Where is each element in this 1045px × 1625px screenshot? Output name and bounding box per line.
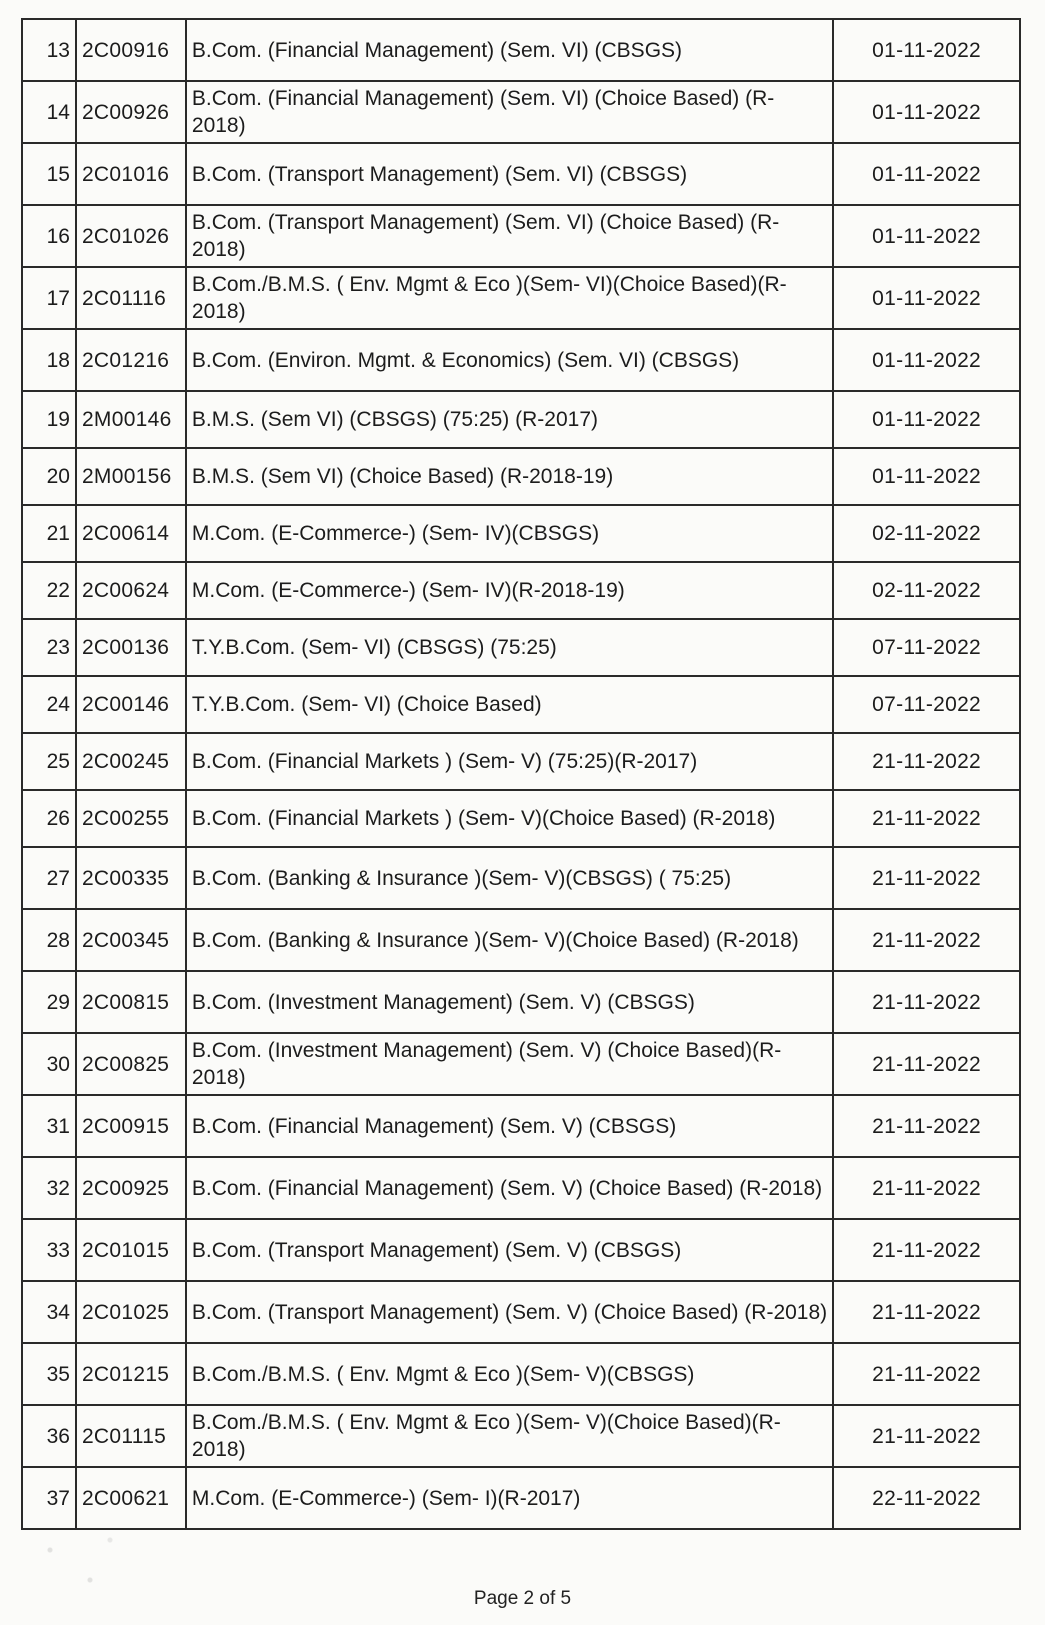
table-row [22, 562, 1020, 619]
course-name: B.M.S. (Sem VI) (CBSGS) (75:25) (R-2017) [186, 391, 833, 448]
course-name: B.Com. (Transport Management) (Sem. V) (Choice Based) (R-2018) [186, 1281, 833, 1343]
exam-date: 21-11-2022 [833, 909, 1020, 971]
course-name: B.Com./B.M.S. ( Env. Mgmt & Eco )(Sem- VI)(Choice Based)(R-2018) [186, 267, 833, 329]
table-row [22, 1467, 1020, 1529]
course-code: 2C01016 [76, 143, 186, 205]
course-name: B.Com. (Transport Management) (Sem. VI) (CBSGS) [186, 143, 833, 205]
course-name: T.Y.B.Com. (Sem- VI) (CBSGS) (75:25) [186, 619, 833, 676]
serial-number: 21 [22, 505, 76, 562]
serial-number: 33 [22, 1219, 76, 1281]
page-number: Page 2 of 5 [473, 1588, 572, 1609]
exam-date: 07-11-2022 [833, 676, 1020, 733]
table-row [22, 847, 1020, 909]
serial-number: 23 [22, 619, 76, 676]
exam-date: 21-11-2022 [833, 1281, 1020, 1343]
course-code: 2C00621 [76, 1467, 186, 1529]
course-name: M.Com. (E-Commerce-) (Sem- IV)(R-2018-19) [186, 562, 833, 619]
exam-date: 01-11-2022 [833, 448, 1020, 505]
exam-date: 21-11-2022 [833, 1343, 1020, 1405]
exam-date: 21-11-2022 [833, 1157, 1020, 1219]
exam-date: 01-11-2022 [833, 267, 1020, 329]
exam-date: 01-11-2022 [833, 143, 1020, 205]
table-row [22, 619, 1020, 676]
course-code: 2C00925 [76, 1157, 186, 1219]
table-row [22, 1157, 1020, 1219]
exam-date: 21-11-2022 [833, 1033, 1020, 1095]
course-code: 2C01216 [76, 329, 186, 391]
course-code: 2C00245 [76, 733, 186, 790]
table-row [22, 971, 1020, 1033]
exam-date: 21-11-2022 [833, 847, 1020, 909]
course-name: M.Com. (E-Commerce-) (Sem- I)(R-2017) [186, 1467, 833, 1529]
exam-schedule-table [21, 18, 1021, 1530]
table-row [22, 790, 1020, 847]
table-row [22, 733, 1020, 790]
exam-date: 02-11-2022 [833, 562, 1020, 619]
table-row [22, 1343, 1020, 1405]
course-name: B.Com. (Banking & Insurance )(Sem- V)(Choice Based) (R-2018) [186, 909, 833, 971]
serial-number: 30 [22, 1033, 76, 1095]
course-name: T.Y.B.Com. (Sem- VI) (Choice Based) [186, 676, 833, 733]
course-code: 2C00335 [76, 847, 186, 909]
course-name: B.Com. (Transport Management) (Sem. V) (CBSGS) [186, 1219, 833, 1281]
course-name: B.Com. (Investment Management) (Sem. V) (Choice Based)(R-2018) [186, 1033, 833, 1095]
course-name: B.Com. (Investment Management) (Sem. V) (CBSGS) [186, 971, 833, 1033]
exam-date: 21-11-2022 [833, 1095, 1020, 1157]
course-code: 2C01215 [76, 1343, 186, 1405]
table-row [22, 1281, 1020, 1343]
exam-date: 01-11-2022 [833, 19, 1020, 81]
course-code: 2C00926 [76, 81, 186, 143]
exam-date: 02-11-2022 [833, 505, 1020, 562]
serial-number: 15 [22, 143, 76, 205]
serial-number: 35 [22, 1343, 76, 1405]
course-name: B.Com. (Banking & Insurance )(Sem- V)(CBSGS) ( 75:25) [186, 847, 833, 909]
exam-date: 07-11-2022 [833, 619, 1020, 676]
course-code: 2C01025 [76, 1281, 186, 1343]
course-name: B.Com./B.M.S. ( Env. Mgmt & Eco )(Sem- V)(CBSGS) [186, 1343, 833, 1405]
exam-date: 21-11-2022 [833, 971, 1020, 1033]
exam-date: 01-11-2022 [833, 391, 1020, 448]
course-code: 2C00915 [76, 1095, 186, 1157]
course-code: 2C01115 [76, 1405, 186, 1467]
exam-date: 21-11-2022 [833, 733, 1020, 790]
table-row [22, 505, 1020, 562]
course-code: 2C00136 [76, 619, 186, 676]
course-code: 2M00146 [76, 391, 186, 448]
course-name: B.Com. (Financial Markets ) (Sem- V)(Choice Based) (R-2018) [186, 790, 833, 847]
serial-number: 17 [22, 267, 76, 329]
exam-date: 21-11-2022 [833, 1405, 1020, 1467]
course-code: 2C00916 [76, 19, 186, 81]
course-code: 2C00255 [76, 790, 186, 847]
table-row [22, 1219, 1020, 1281]
course-name: B.Com. (Financial Management) (Sem. V) (CBSGS) [186, 1095, 833, 1157]
course-code: 2C00614 [76, 505, 186, 562]
serial-number: 25 [22, 733, 76, 790]
course-code: 2C01015 [76, 1219, 186, 1281]
table-row [22, 1033, 1020, 1095]
schedule-table-body [22, 19, 1020, 1529]
course-name: B.Com. (Transport Management) (Sem. VI) (Choice Based) (R-2018) [186, 205, 833, 267]
serial-number: 14 [22, 81, 76, 143]
serial-number: 28 [22, 909, 76, 971]
table-row [22, 391, 1020, 448]
table-row [22, 448, 1020, 505]
table-row [22, 81, 1020, 143]
exam-date: 01-11-2022 [833, 81, 1020, 143]
course-code: 2C00146 [76, 676, 186, 733]
table-row [22, 329, 1020, 391]
serial-number: 20 [22, 448, 76, 505]
exam-date: 21-11-2022 [833, 1219, 1020, 1281]
serial-number: 34 [22, 1281, 76, 1343]
serial-number: 27 [22, 847, 76, 909]
course-name: B.Com. (Financial Management) (Sem. VI) (Choice Based) (R-2018) [186, 81, 833, 143]
serial-number: 13 [22, 19, 76, 81]
table-row [22, 143, 1020, 205]
course-name: B.Com. (Financial Management) (Sem. VI) (CBSGS) [186, 19, 833, 81]
course-name: B.Com./B.M.S. ( Env. Mgmt & Eco )(Sem- V)(Choice Based)(R-2018) [186, 1405, 833, 1467]
course-code: 2C00345 [76, 909, 186, 971]
course-name: B.M.S. (Sem VI) (Choice Based) (R-2018-19) [186, 448, 833, 505]
course-code: 2C00815 [76, 971, 186, 1033]
table-row [22, 909, 1020, 971]
exam-date: 22-11-2022 [833, 1467, 1020, 1529]
serial-number: 19 [22, 391, 76, 448]
serial-number: 16 [22, 205, 76, 267]
table-row [22, 676, 1020, 733]
serial-number: 37 [22, 1467, 76, 1529]
serial-number: 26 [22, 790, 76, 847]
course-code: 2C00624 [76, 562, 186, 619]
course-name: M.Com. (E-Commerce-) (Sem- IV)(CBSGS) [186, 505, 833, 562]
serial-number: 24 [22, 676, 76, 733]
exam-date: 21-11-2022 [833, 790, 1020, 847]
course-code: 2C01116 [76, 267, 186, 329]
table-row [22, 1095, 1020, 1157]
table-row [22, 205, 1020, 267]
serial-number: 31 [22, 1095, 76, 1157]
serial-number: 18 [22, 329, 76, 391]
course-name: B.Com. (Environ. Mgmt. & Economics) (Sem. VI) (CBSGS) [186, 329, 833, 391]
serial-number: 36 [22, 1405, 76, 1467]
table-row [22, 267, 1020, 329]
course-code: 2M00156 [76, 448, 186, 505]
course-name: B.Com. (Financial Management) (Sem. V) (Choice Based) (R-2018) [186, 1157, 833, 1219]
table-row [22, 19, 1020, 81]
course-name: B.Com. (Financial Markets ) (Sem- V) (75:25)(R-2017) [186, 733, 833, 790]
table-row [22, 1405, 1020, 1467]
serial-number: 22 [22, 562, 76, 619]
serial-number: 29 [22, 971, 76, 1033]
exam-date: 01-11-2022 [833, 205, 1020, 267]
course-code: 2C01026 [76, 205, 186, 267]
exam-date: 01-11-2022 [833, 329, 1020, 391]
course-code: 2C00825 [76, 1033, 186, 1095]
serial-number: 32 [22, 1157, 76, 1219]
